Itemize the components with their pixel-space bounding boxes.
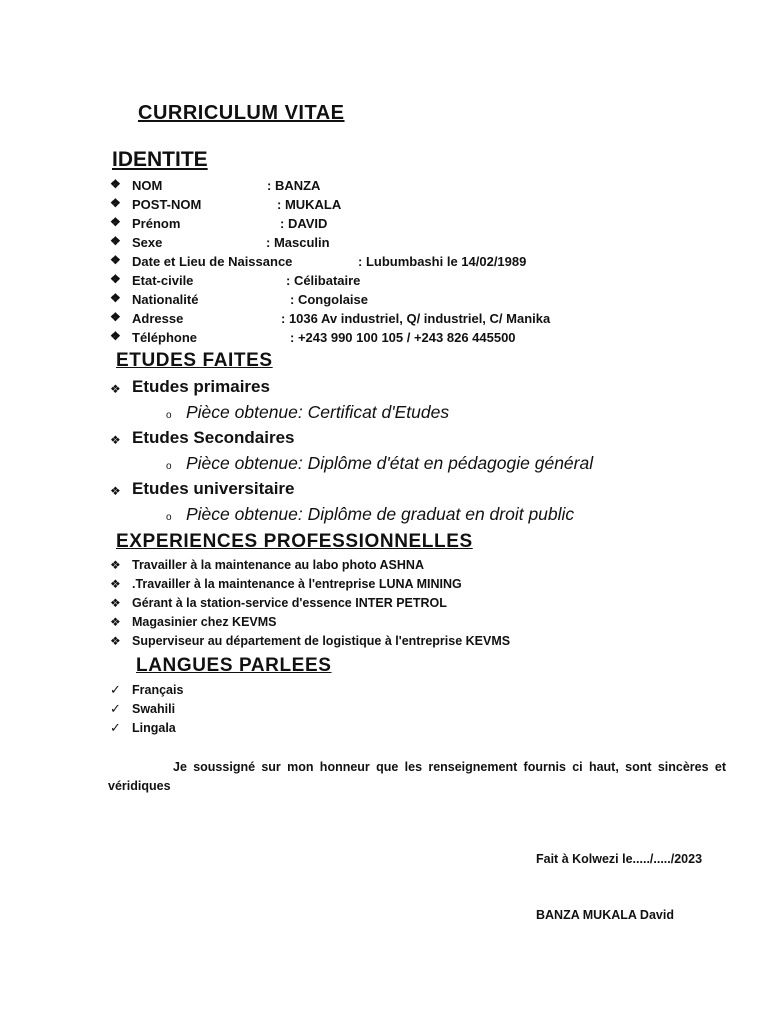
circle-bullet-icon: o	[166, 512, 172, 523]
langue-item: Swahili	[132, 702, 176, 716]
etude-secondaire: Etudes Secondaires	[132, 428, 295, 447]
circle-bullet-icon: o	[166, 461, 172, 472]
langues-heading: LANGUES PARLEES	[136, 655, 332, 676]
identite-label: Nationalité	[132, 292, 199, 307]
place-date-line: Fait à Kolwezi le...../...../2023	[536, 852, 703, 866]
diamond-bullet-icon: ❖	[110, 329, 121, 343]
etude-piece: Pièce obtenue: Diplôme de graduat en droit public	[186, 504, 575, 524]
signature-name: BANZA MUKALA David	[536, 908, 674, 922]
checkmark-icon: ✓	[110, 701, 121, 716]
diamond-bullet-icon: ❖	[110, 177, 121, 191]
identite-label: NOM	[132, 178, 163, 193]
identite-value: : MUKALA	[277, 197, 342, 212]
circle-bullet-icon: o	[166, 410, 172, 421]
diamond-bullet-icon: ❖	[110, 382, 121, 396]
etude-piece: Pièce obtenue: Diplôme d'état en pédagogie général	[186, 453, 594, 473]
document-title: CURRICULUM VITAE	[138, 102, 345, 124]
experience-item: Gérant à la station-service d'essence INTER PETROL	[132, 596, 447, 610]
diamond-bullet-icon: ❖	[110, 196, 121, 210]
diamond-bullet-icon: ❖	[110, 596, 121, 610]
experience-item: Travailler à la maintenance au labo photo ASHNA	[132, 558, 424, 572]
diamond-bullet-icon: ❖	[110, 615, 121, 629]
experience-item: .Travailler à la maintenance à l'entreprise LUNA MINING	[132, 577, 462, 591]
identite-value: : Lubumbashi le 14/02/1989	[358, 254, 527, 269]
identite-label: Adresse	[132, 311, 184, 326]
diamond-bullet-icon: ❖	[110, 634, 121, 648]
diamond-bullet-icon: ❖	[110, 272, 121, 286]
diamond-bullet-icon: ❖	[110, 558, 121, 572]
identite-value: : Célibataire	[286, 273, 361, 288]
diamond-bullet-icon: ❖	[110, 577, 121, 591]
diamond-bullet-icon: ❖	[110, 310, 121, 324]
identite-heading: IDENTITE	[112, 148, 208, 171]
diamond-bullet-icon: ❖	[110, 234, 121, 248]
diamond-bullet-icon: ❖	[110, 215, 121, 229]
etude-piece: Pièce obtenue: Certificat d'Etudes	[186, 402, 450, 422]
diamond-bullet-icon: ❖	[110, 253, 121, 267]
identite-value: : Congolaise	[290, 292, 369, 307]
identite-value: : Masculin	[266, 235, 330, 250]
identite-label: Sexe	[132, 235, 163, 250]
diamond-bullet-icon: ❖	[110, 291, 121, 305]
identite-value: : 1036 Av industriel, Q/ industriel, C/ Manika	[281, 311, 551, 326]
identite-value: : DAVID	[280, 216, 328, 231]
declaration-text: Je soussigné sur mon honneur que les renseignement fournis ci haut, sont sincères et véridiques	[108, 760, 726, 793]
identite-label: Téléphone	[132, 330, 198, 345]
langue-item: Lingala	[132, 721, 176, 735]
langue-item: Français	[132, 683, 184, 697]
identite-label: POST-NOM	[132, 197, 202, 212]
identite-label: Etat-civile	[132, 273, 194, 288]
experiences-heading: EXPERIENCES PROFESSIONNELLES	[116, 531, 473, 552]
diamond-bullet-icon: ❖	[110, 484, 121, 498]
etude-universitaire: Etudes universitaire	[132, 479, 295, 498]
checkmark-icon: ✓	[110, 720, 121, 735]
identite-label: Date et Lieu de Naissance	[132, 254, 293, 269]
experience-item: Magasinier chez KEVMS	[132, 615, 277, 629]
identite-value: : BANZA	[267, 178, 321, 193]
identite-value: : +243 990 100 105 / +243 826 445500	[290, 330, 516, 345]
diamond-bullet-icon: ❖	[110, 433, 121, 447]
etude-primaire: Etudes primaires	[132, 377, 270, 396]
experience-item: Superviseur au département de logistique à l'entreprise KEVMS	[132, 634, 511, 648]
etudes-heading: ETUDES FAITES	[116, 350, 273, 371]
identite-label: Prénom	[132, 216, 181, 231]
checkmark-icon: ✓	[110, 682, 121, 697]
